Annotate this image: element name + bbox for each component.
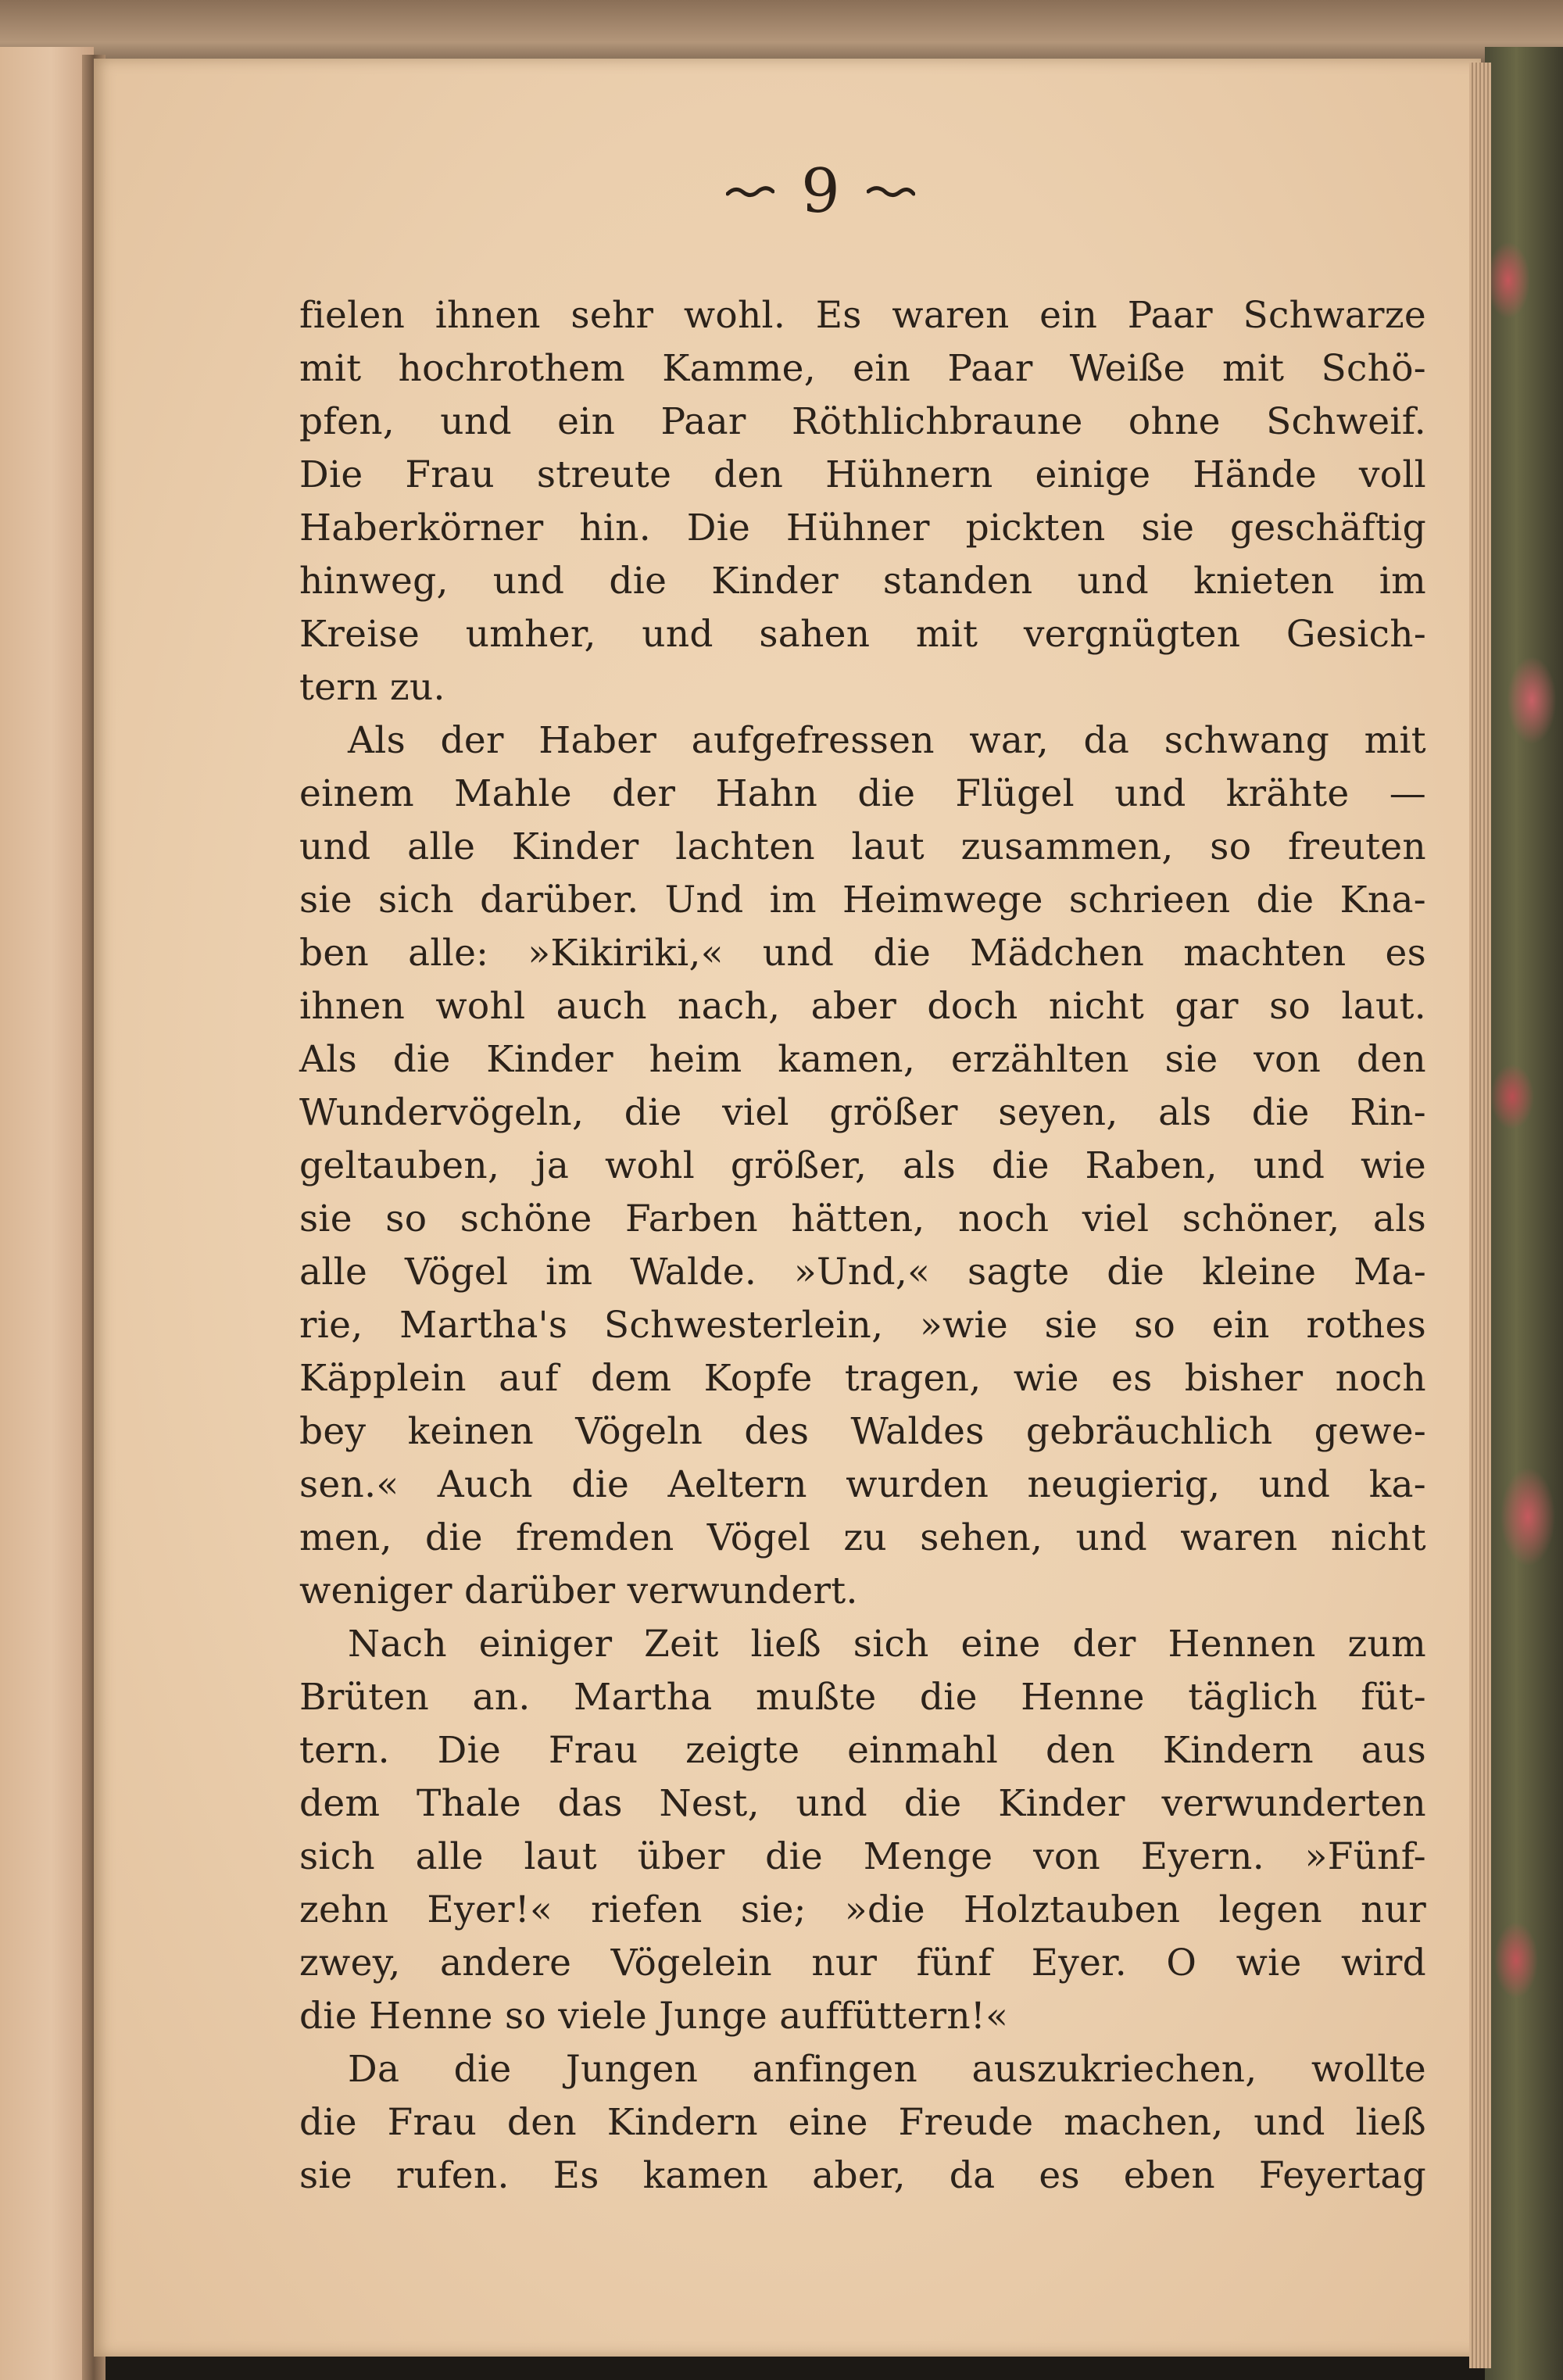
left-page-edge <box>0 47 94 2380</box>
text-line: ben alle: »Kikiriki,« und die Mädchen machten es <box>299 932 1426 975</box>
text-line: zehn Eyer!« riefen sie; »die Holztauben legen nur <box>299 1888 1426 1931</box>
text-line: Brüten an. Martha mußte die Henne täglich füt- <box>299 1676 1426 1719</box>
text-line: Die Frau streute den Hühnern einige Hände voll <box>299 453 1426 496</box>
text-line: Als die Kinder heim kamen, erzählten sie von den <box>299 1038 1426 1081</box>
text-line: rie, Martha's Schwesterlein, »wie sie so ein rothes <box>299 1304 1426 1347</box>
text-line: Käpplein auf dem Kopfe tragen, wie es bisher noch <box>299 1357 1426 1400</box>
text-line: und alle Kinder lachten laut zusammen, so freuten <box>299 825 1426 868</box>
text-line: sen.« Auch die Aeltern wurden neugierig, und ka- <box>299 1463 1426 1506</box>
page-header <box>656 145 985 238</box>
text-line: Als der Haber aufgefressen war, da schwang mit <box>348 719 1426 762</box>
text-line: die Henne so viele Junge auffüttern!« <box>299 1995 1009 2038</box>
page-stack-edge <box>1469 63 1491 2368</box>
text-line: Kreise umher, und sahen mit vergnügten Gesich- <box>299 613 1426 656</box>
text-line: ihnen wohl auch nach, aber doch nicht gar so laut. <box>299 985 1426 1028</box>
text-line: Wundervögeln, die viel größer seyen, als die Rin- <box>299 1091 1426 1134</box>
body-text <box>299 289 1426 2203</box>
text-line: dem Thale das Nest, und die Kinder verwunderten <box>299 1782 1426 1825</box>
text-line: tern. Die Frau zeigte einmahl den Kindern aus <box>299 1729 1426 1772</box>
text-line: zwey, andere Vögelein nur fünf Eyer. O wie wird <box>299 1942 1426 1985</box>
text-line: sie sich darüber. Und im Heimwege schrieen die Kna- <box>299 879 1426 922</box>
text-line: weniger darüber verwundert. <box>299 1569 858 1612</box>
text-line: Da die Jungen anfingen auszukriechen, wollte <box>348 2048 1426 2091</box>
text-line: die Frau den Kindern eine Freude machen, und ließ <box>299 2101 1426 2144</box>
text-line: fielen ihnen sehr wohl. Es waren ein Paar Schwarze <box>299 294 1426 337</box>
text-line: pfen, und ein Paar Röthlichbraune ohne Schweif. <box>299 400 1426 443</box>
text-line: bey keinen Vögeln des Waldes gebräuchlich gewe- <box>299 1410 1426 1453</box>
text-line: tern zu. <box>299 666 445 709</box>
text-line: mit hochrothem Kamme, ein Paar Weiße mit Schö- <box>299 347 1426 390</box>
text-line: alle Vögel im Walde. »Und,« sagte die kleine Ma- <box>299 1251 1426 1294</box>
text-line: hinweg, und die Kinder standen und knieten im <box>299 560 1426 603</box>
text-line: geltauben, ja wohl größer, als die Raben, und wie <box>299 1144 1426 1187</box>
left-ornament-icon <box>726 184 774 199</box>
text-line: Haberkörner hin. Die Hühner pickten sie geschäftig <box>299 506 1426 549</box>
right-ornament-icon <box>867 184 915 199</box>
marbled-board-edge <box>1485 47 1563 2380</box>
text-line: Nach einiger Zeit ließ sich eine der Hennen zum <box>348 1623 1426 1666</box>
text-line: men, die fremden Vögel zu sehen, und waren nicht <box>299 1516 1426 1559</box>
page-number: 9 <box>801 156 840 227</box>
text-line: sie so schöne Farben hätten, noch viel schöner, als <box>299 1197 1426 1240</box>
text-line: sich alle laut über die Menge von Eyern. »Fünf- <box>299 1835 1426 1878</box>
text-line: einem Mahle der Hahn die Flügel und krähte — <box>299 772 1426 815</box>
text-line: sie rufen. Es kamen aber, da es eben Feyertag <box>299 2154 1426 2197</box>
